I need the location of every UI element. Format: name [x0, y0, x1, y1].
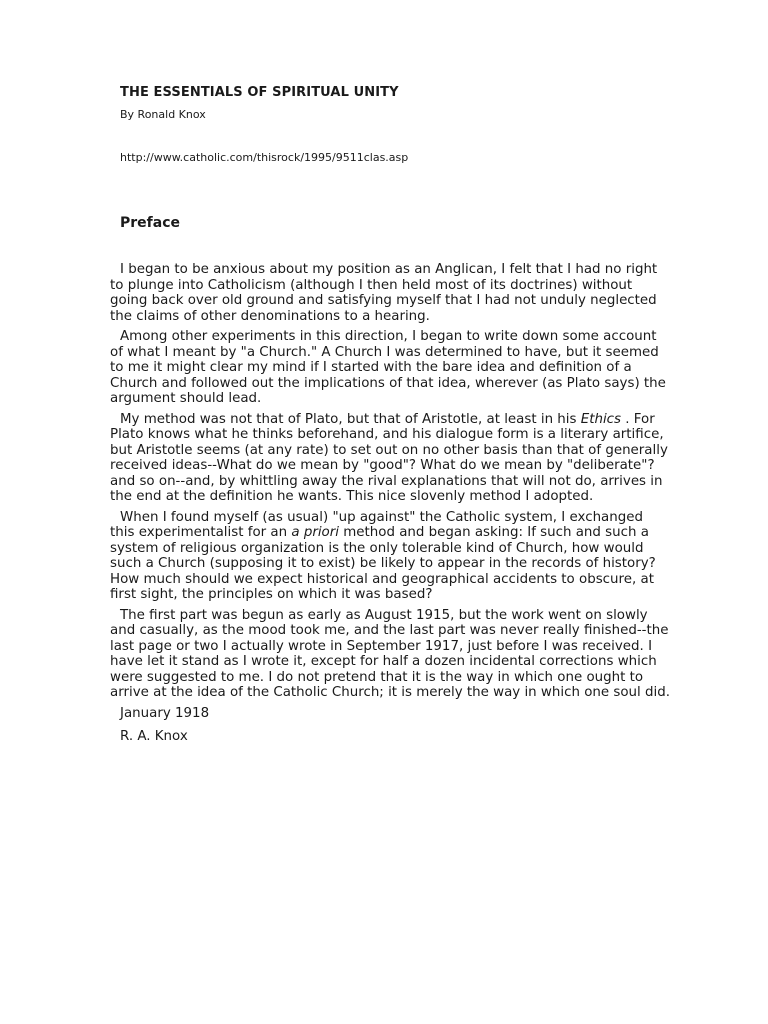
paragraph-5: The first part was begun as early as August 1915, but the work went on slowly and casually, as the mood took me, and the last part was never really finished--the last page or two I actually wrote in September 1917, just before I was received. I have let it stand as I wrote it, except for half a dozen incidental corrections which were suggested to me. I do not pretend that it is the way in which one ought to arrive at the idea of the Catholic Church; it is merely the way in which one soul did. — [110, 607, 670, 700]
paragraph-1: I began to be anxious about my position as an Anglican, I felt that I had no right to plunge into Catholicism (although I then held most of its doctrines) without going back over old ground and satisfying myself that I had not unduly neglected the claims of other denominations to a hearing. — [110, 262, 658, 324]
signature-line: R. A. Knox — [120, 729, 188, 744]
paragraph-4-emphasis: a priori — [291, 525, 339, 540]
paragraph-3-text-b: . For Plato knows what he thinks beforehand, and his dialogue form is a literary artifice, but Aristotle seems (at any rate) to set out on no other basis than that of generally received ideas--What do we mean by "good"? What do we mean by "deliberate"? and so on--and, by whittling away the rival explanations that will not do, arrives in the end at the definition he wants. This nice slovenly method I adopted. — [110, 411, 668, 504]
paragraph-3-text-a: My method was not that of Plato, but that of Aristotle, at least in his — [120, 411, 581, 427]
paragraph-4-text-a: When I found myself (as usual) "up against" the Catholic system, I exchanged this experimentalist for an — [110, 509, 643, 540]
paragraph-4-text-b: method and began asking: If such and such a system of religious organization is the only tolerable kind of Church, how would such a Church (supposing it to exist) be likely to appear in the records of history? How much should we expect historical and geographical accidents to obscure, at first sight, the principles on which it was based? — [110, 525, 656, 602]
paragraph-4 — [110, 510, 670, 603]
document-title: THE ESSENTIALS OF SPIRITUAL UNITY — [120, 85, 399, 100]
date-line: January 1918 — [120, 705, 210, 721]
author-byline: By Ronald Knox — [120, 108, 206, 121]
section-heading: Preface — [120, 215, 180, 231]
preface-body — [110, 262, 670, 753]
paragraph-2: Among other experiments in this direction, I began to write down some account of what I meant by "a Church." A Church I was determined to have, but it seemed to me it might clear my mind if I started with the bare idea and definition of a Church and followed out the implications of that idea, wherever (as Plato says) the argument should lead. — [110, 329, 666, 406]
paragraph-3 — [110, 412, 670, 505]
source-url: http://www.catholic.com/thisrock/1995/9511clas.asp — [120, 151, 409, 164]
paragraph-3-emphasis: Ethics — [580, 411, 622, 427]
